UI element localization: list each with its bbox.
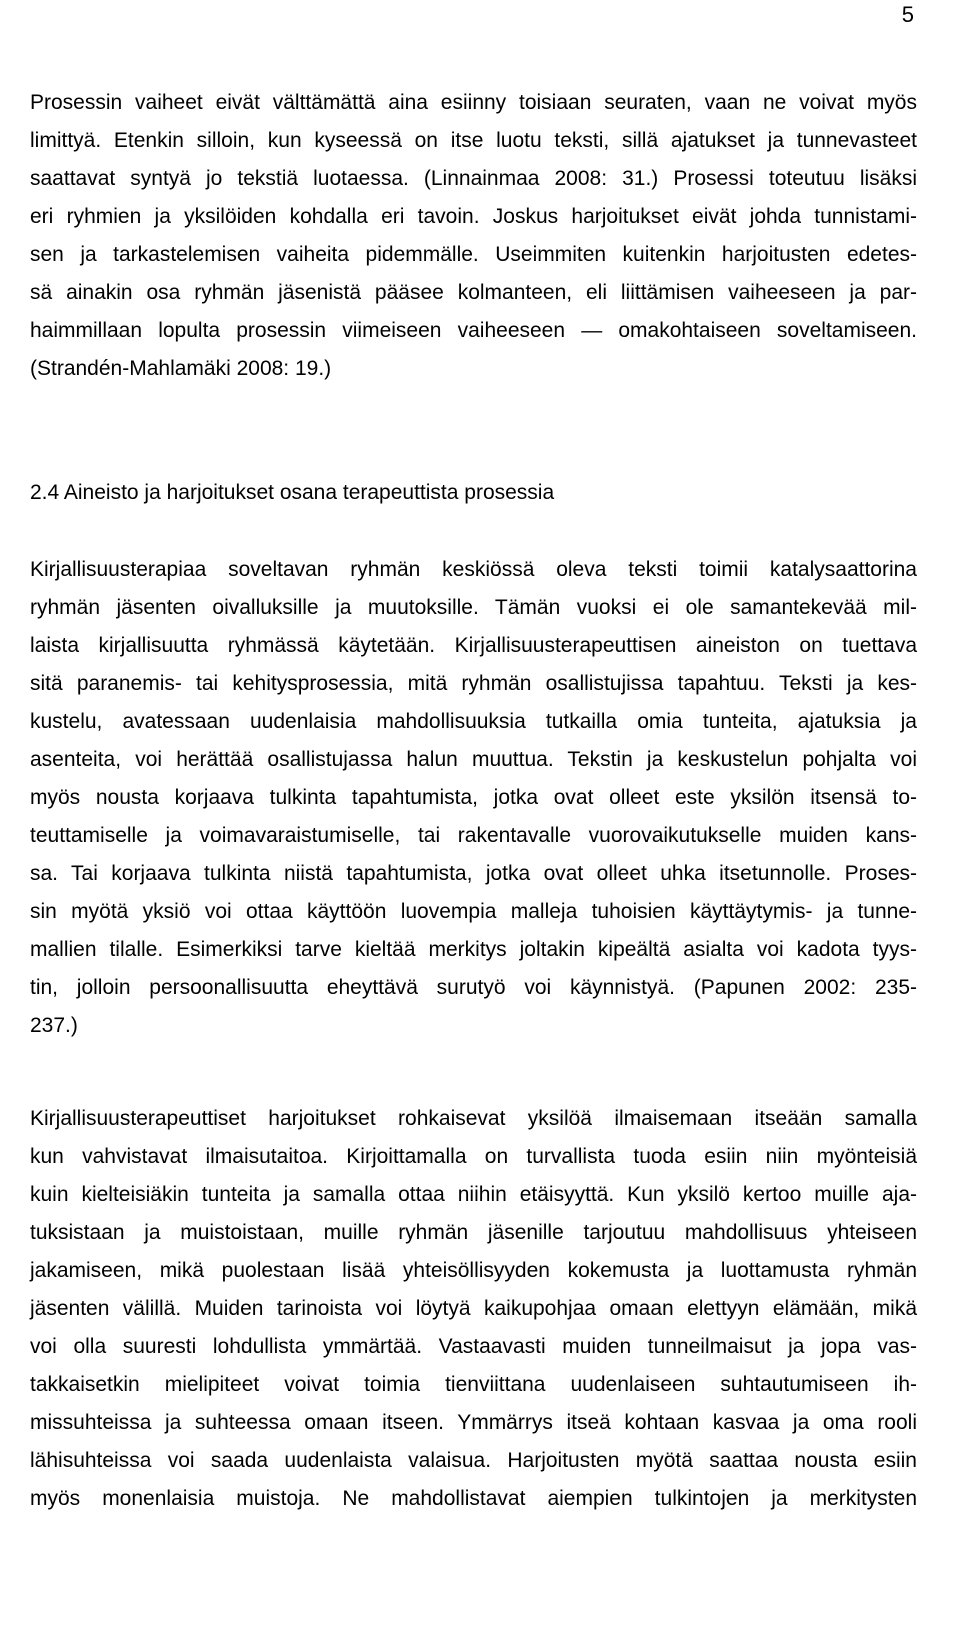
page-number: 5 [901, 2, 914, 27]
text-line: sä ainakin osa ryhmän jäsenistä pääsee kolmanteen, eli liittämisen vaiheeseen ja par- [30, 281, 917, 304]
text-line: missuhteissa ja suhteessa omaan itseen. Ymmärrys itseä kohtaan kasvaa ja oma rooli [30, 1411, 917, 1434]
text-line: lähisuhteissa voi saada uudenlaista valaisua. Harjoitusten myötä saattaa nousta esiin [30, 1449, 917, 1472]
text-line: teuttamiselle ja voimavaraistumiselle, tai rakentavalle vuorovaikutukselle muiden kans- [30, 824, 917, 847]
text-line: limittyä. Etenkin silloin, kun kyseessä on itse luotu teksti, sillä ajatukset ja tunnevasteet [30, 129, 917, 152]
text-line: (Strandén-Mahlamäki 2008: 19.) [30, 357, 332, 380]
text-line: Kirjallisuusterapiaa soveltavan ryhmän keskiössä oleva teksti toimii katalysaattorina [30, 558, 917, 581]
text-line: eri ryhmien ja yksilöiden kohdalla eri tavoin. Joskus harjoitukset eivät johda tunnistami- [30, 205, 917, 228]
text-line: jakamiseen, mikä puolestaan lisää yhteisöllisyyden kokemusta ja luottamusta ryhmän [30, 1259, 917, 1282]
text-line: laista kirjallisuutta ryhmässä käytetään. Kirjallisuusterapeuttisen aineiston on tuettava [30, 634, 917, 657]
text-line: myös monenlaisia muistoja. Ne mahdollistavat aiempien tulkintojen ja merkitysten [30, 1487, 917, 1510]
text-line: tin, jolloin persoonallisuutta eheyttävä surutyö voi käynnistyä. (Papunen 2002: 235- [30, 976, 917, 999]
text-line: haimmillaan lopulta prosessin viimeiseen vaiheeseen — omakohtaiseen soveltamiseen. [30, 319, 917, 342]
text-line: asenteita, voi herättää osallistujassa halun muuttua. Tekstin ja keskustelun pohjalta voi [30, 748, 917, 771]
text-line: Prosessin vaiheet eivät välttämättä aina esiinny toisiaan seuraten, vaan ne voivat myös [30, 91, 917, 114]
text-line: sen ja tarkastelemisen vaiheita pidemmälle. Useimmiten kuitenkin harjoitusten edetes- [30, 243, 917, 266]
text-line: myös nousta korjaava tulkinta tapahtumista, jotka ovat olleet este yksilön itsensä to- [30, 786, 917, 809]
text-line: kuin kielteisiäkin tunteita ja samalla ottaa niihin etäisyyttä. Kun yksilö kertoo muille aja- [30, 1183, 917, 1206]
text-line: sitä paranemis- tai kehitysprosessia, mitä ryhmän osallistujissa tapahtuu. Teksti ja kes- [30, 672, 917, 695]
text-line: mallien tilalle. Esimerkiksi tarve kieltää merkitys joltakin kipeältä asialta voi kadota tyys- [30, 938, 917, 961]
text-line: sin myötä yksiö voi ottaa käyttöön luovempia malleja tuhoisien käyttäytymis- ja tunne- [30, 900, 917, 923]
text-line: ryhmän jäsenten oivalluksille ja muutoksille. Tämän vuoksi ei ole samantekevää mil- [30, 596, 917, 619]
text-line: 237.) [30, 1014, 78, 1037]
text-line: voi olla suuresti lohdullista ymmärtää. Vastaavasti muiden tunneilmaisut ja jopa vas- [30, 1335, 917, 1358]
text-line: saattavat syntyä jo tekstiä luotaessa. (Linnainmaa 2008: 31.) Prosessi toteutuu lisäksi [30, 167, 917, 190]
text-line: tuksistaan ja muistoistaan, muille ryhmän jäsenille tarjoutuu mahdollisuus yhteiseen [30, 1221, 917, 1244]
text-line: kustelu, avatessaan uudenlaisia mahdollisuuksia tutkailla omia tunteita, ajatuksia ja [30, 710, 917, 733]
text-line: takkaisetkin mielipiteet voivat toimia tienviittana uudenlaiseen suhtautumiseen ih- [30, 1373, 917, 1396]
text-line: Kirjallisuusterapeuttiset harjoitukset rohkaisevat yksilöä ilmaisemaan itseään samalla [30, 1107, 917, 1130]
section-heading: 2.4 Aineisto ja harjoitukset osana terapeuttista prosessia [30, 481, 555, 504]
text-line: jäsenten välillä. Muiden tarinoista voi löytyä kaikupohjaa omaan elettyyn elämään, mikä [30, 1297, 917, 1320]
text-line: sa. Tai korjaava tulkinta niistä tapahtumista, jotka ovat olleet uhka itsetunnolle. Proses- [30, 862, 917, 885]
text-line: kun vahvistavat ilmaisutaitoa. Kirjoittamalla on turvallista tuoda esiin niin myönteisiä [30, 1145, 917, 1168]
